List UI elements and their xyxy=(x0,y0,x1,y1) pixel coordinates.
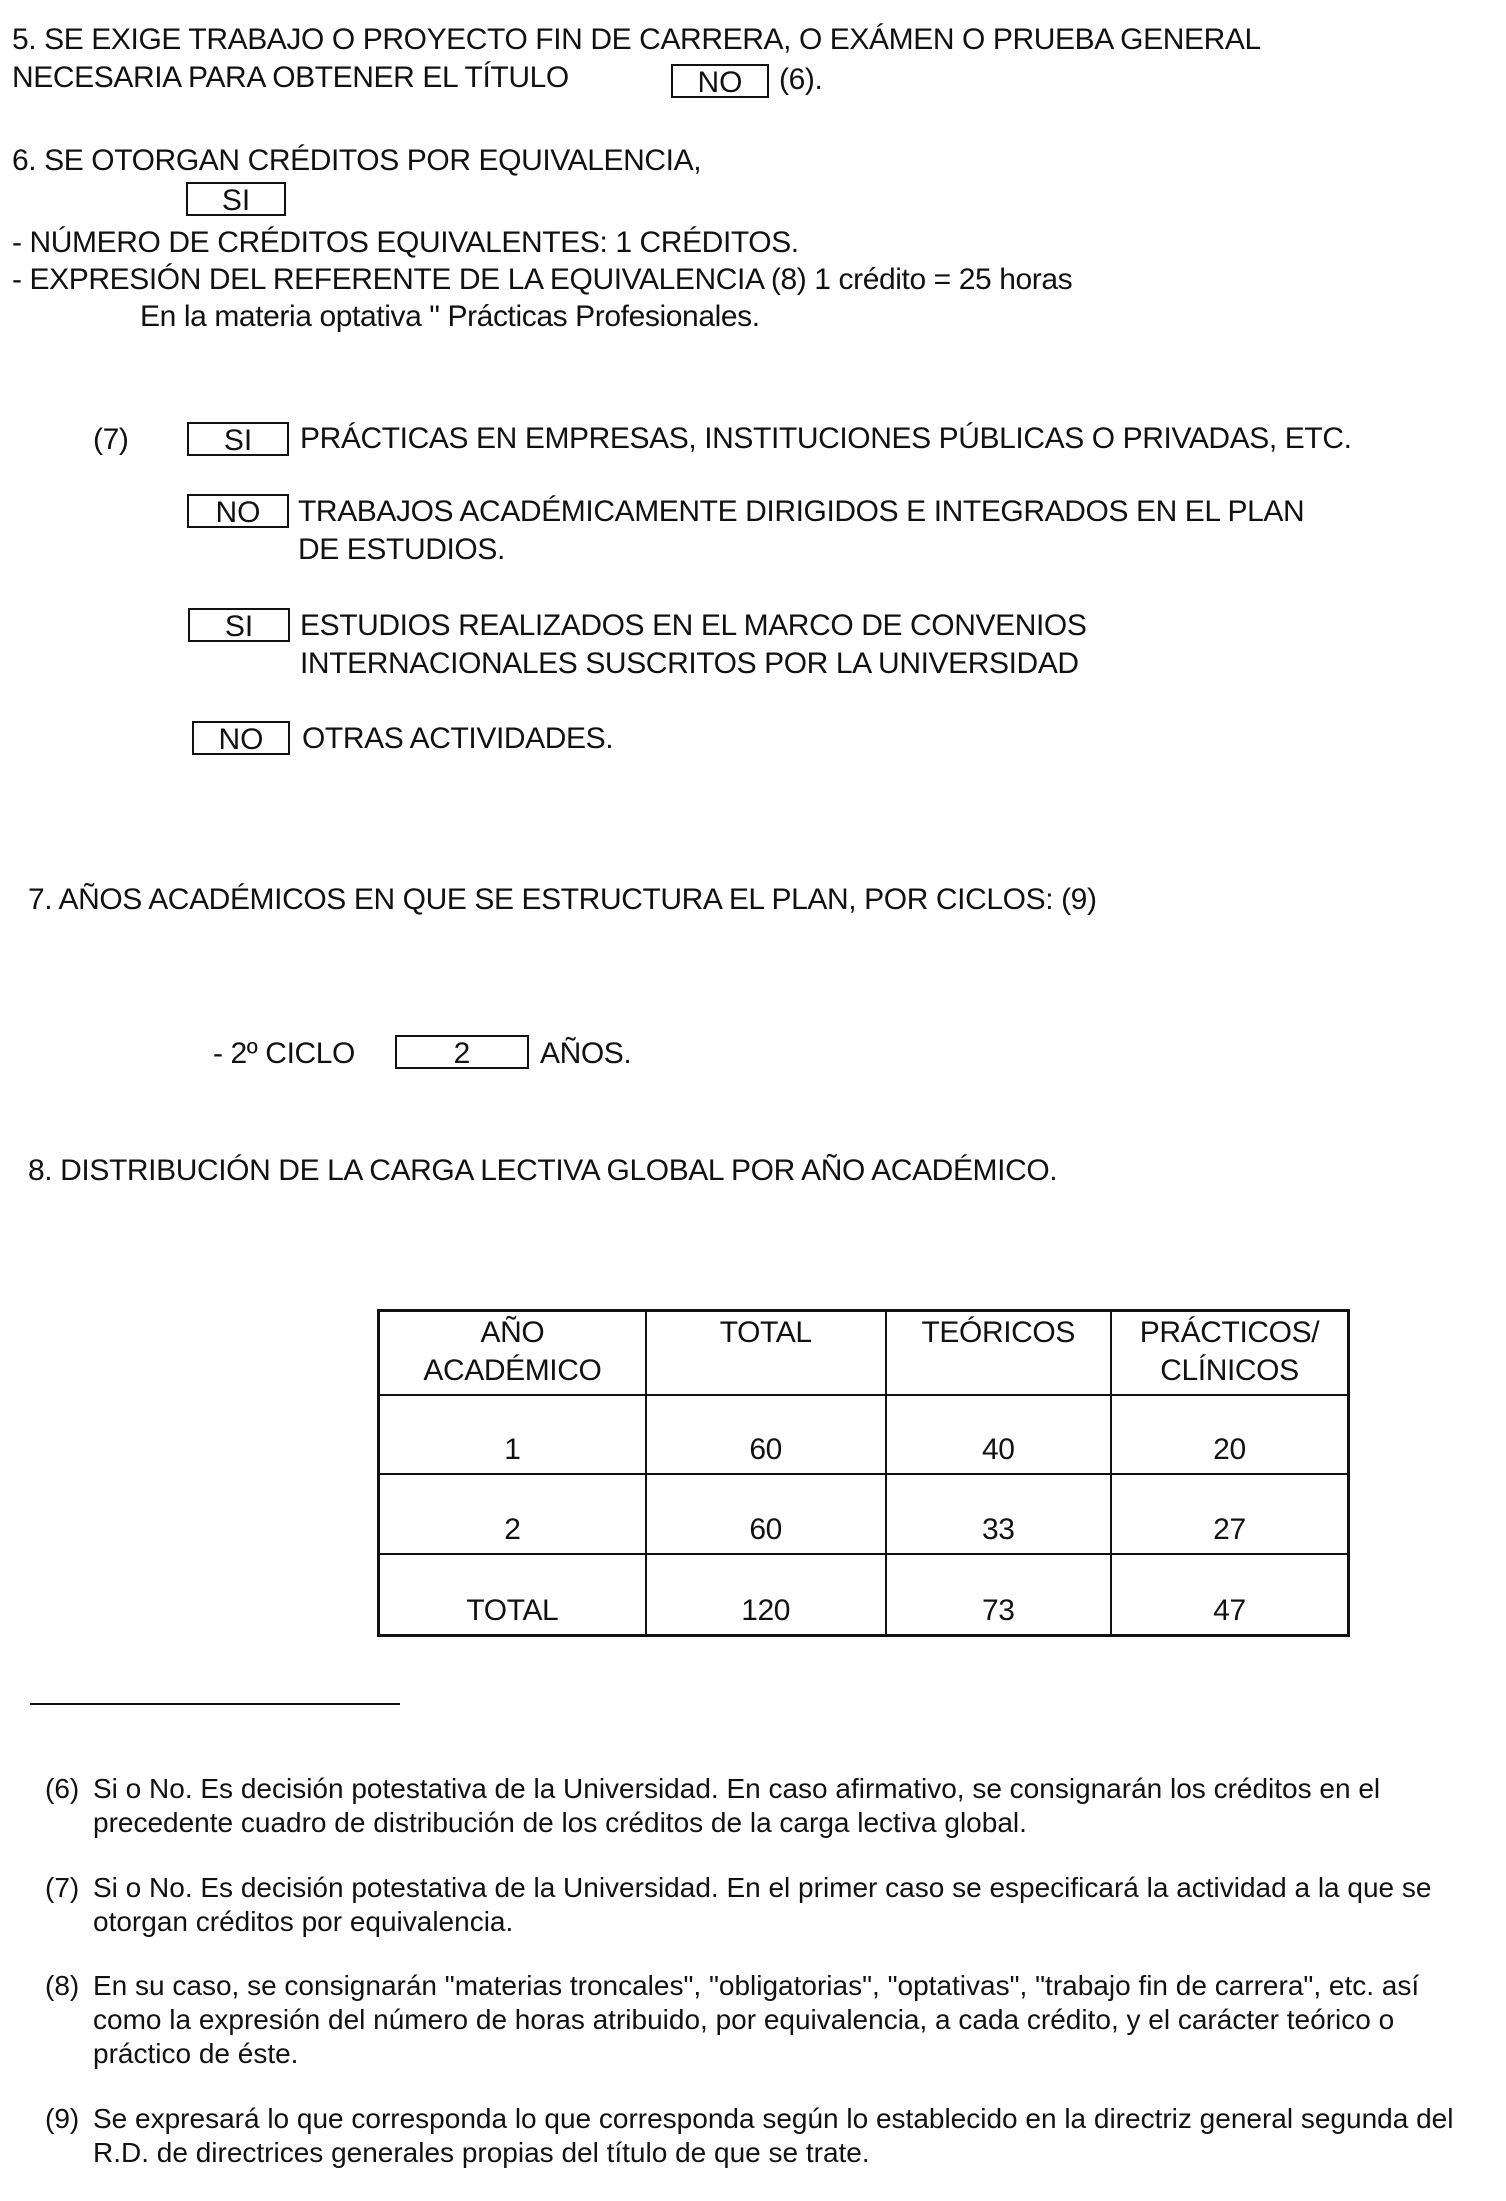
cell-practicos: 27 xyxy=(1111,1474,1349,1554)
section6-footnote-marker: (7) xyxy=(93,423,129,456)
footnote-6-text: Si o No. Es decisión potestativa de la Universidad. En caso afirmativo, se consignarán los créditos en el precedente cuadro de distribución de los créditos de la carga lectiva global. xyxy=(93,1773,1381,1838)
section5-line2: NECESARIA PARA OBTENER EL TÍTULO xyxy=(12,61,569,94)
footnote-9-mark: (9) xyxy=(45,2103,80,2134)
option-practicas-box: SI xyxy=(187,422,289,456)
cell-total: 120 xyxy=(646,1554,886,1636)
footnote-7-text: Si o No. Es decisión potestativa de la Universidad. En el primer caso se especificará la actividad a la que se otorgan créditos por equivalencia. xyxy=(93,1872,1432,1937)
option-trabajos-box: NO xyxy=(187,494,289,528)
cell-practicos: 47 xyxy=(1111,1554,1349,1636)
col-header-teoricos-line1: TEÓRICOS xyxy=(921,1316,1075,1349)
table-total-row xyxy=(379,1554,1349,1636)
col-header-total xyxy=(646,1311,886,1395)
table-header-row xyxy=(379,1311,1349,1395)
section7-heading: 7. AÑOS ACADÉMICOS EN QUE SE ESTRUCTURA EL PLAN, POR CICLOS: (9) xyxy=(28,883,1097,916)
carga-lectiva-table xyxy=(377,1309,1350,1637)
section5-line1: 5. SE EXIGE TRABAJO O PROYECTO FIN DE CARRERA, O EXÁMEN O PRUEBA GENERAL xyxy=(12,23,1261,56)
footnote-separator xyxy=(30,1703,400,1705)
section5-answer-box: NO xyxy=(671,64,769,98)
option-convenios-label-line1: ESTUDIOS REALIZADOS EN EL MARCO DE CONVENIOS xyxy=(300,609,1087,642)
col-header-practicos-line1: PRÁCTICOS/ xyxy=(1139,1316,1320,1349)
col-header-ano-line1: AÑO xyxy=(480,1316,545,1349)
option-trabajos-label-line2: DE ESTUDIOS. xyxy=(298,533,505,566)
table-row xyxy=(379,1474,1349,1554)
col-header-teoricos xyxy=(886,1311,1111,1395)
section6-heading: 6. SE OTORGAN CRÉDITOS POR EQUIVALENCIA, xyxy=(12,144,702,177)
section6-numero: - NÚMERO DE CRÉDITOS EQUIVALENTES: 1 CRÉDITOS. xyxy=(12,226,799,259)
section8-heading: 8. DISTRIBUCIÓN DE LA CARGA LECTIVA GLOBAL POR AÑO ACADÉMICO. xyxy=(28,1154,1058,1187)
section6-materia: En la materia optativa " Prácticas Profesionales. xyxy=(140,300,760,333)
section6-answer-box: SI xyxy=(186,182,286,216)
footnote-9 xyxy=(45,2102,1495,2170)
footnote-7-mark: (7) xyxy=(45,1872,80,1903)
section6-expresion: - EXPRESIÓN DEL REFERENTE DE LA EQUIVALENCIA (8) 1 crédito = 25 horas xyxy=(12,263,1073,296)
footnote-8 xyxy=(45,1969,1495,2071)
footnote-9-text: Se expresará lo que corresponda lo que corresponda según lo establecido en la directriz general segunda del R.D. de directrices generales propias del título de que se trate. xyxy=(93,2103,1454,2168)
col-header-practicos xyxy=(1111,1311,1349,1395)
option-convenios-box: SI xyxy=(188,608,290,642)
cell-teoricos: 73 xyxy=(886,1554,1111,1636)
col-header-ano xyxy=(379,1311,646,1395)
footnote-8-text: En su caso, se consignarán "materias troncales", "obligatorias", "optativas", "trabajo fin de carrera", etc. así como la expresión del número de horas atribuido, por equivalencia, a cada crédito, y el carácter teórico o práctico de éste. xyxy=(93,1970,1420,2069)
cell-teoricos: 33 xyxy=(886,1474,1111,1554)
cell-practicos: 20 xyxy=(1111,1395,1349,1474)
ciclo-unit: AÑOS. xyxy=(540,1037,632,1070)
option-convenios-label-line2: INTERNACIONALES SUSCRITOS POR LA UNIVERSIDAD xyxy=(300,647,1079,680)
section5-note: (6). xyxy=(779,63,823,96)
table-row xyxy=(379,1395,1349,1474)
footnote-8-mark: (8) xyxy=(45,1970,80,2001)
ciclo-value-box: 2 xyxy=(395,1035,529,1069)
cell-teoricos: 40 xyxy=(886,1395,1111,1474)
cell-total: 60 xyxy=(646,1474,886,1554)
footnote-6-mark: (6) xyxy=(45,1773,80,1804)
ciclo-label: - 2º CICLO xyxy=(213,1037,355,1070)
cell-ano: 2 xyxy=(379,1474,646,1554)
col-header-practicos-line2: CLÍNICOS xyxy=(1160,1354,1299,1387)
option-otras-label: OTRAS ACTIVIDADES. xyxy=(302,722,614,755)
cell-total: 60 xyxy=(646,1395,886,1474)
col-header-total-line1: TOTAL xyxy=(719,1316,812,1349)
col-header-ano-line2: ACADÉMICO xyxy=(423,1354,602,1387)
footnote-6 xyxy=(45,1772,1495,1840)
cell-ano: 1 xyxy=(379,1395,646,1474)
cell-ano: TOTAL xyxy=(379,1554,646,1636)
option-otras-box: NO xyxy=(192,721,290,755)
option-practicas-label: PRÁCTICAS EN EMPRESAS, INSTITUCIONES PÚBLICAS O PRIVADAS, ETC. xyxy=(300,422,1352,455)
option-trabajos-label-line1: TRABAJOS ACADÉMICAMENTE DIRIGIDOS E INTEGRADOS EN EL PLAN xyxy=(298,495,1305,528)
footnote-7 xyxy=(45,1871,1495,1939)
